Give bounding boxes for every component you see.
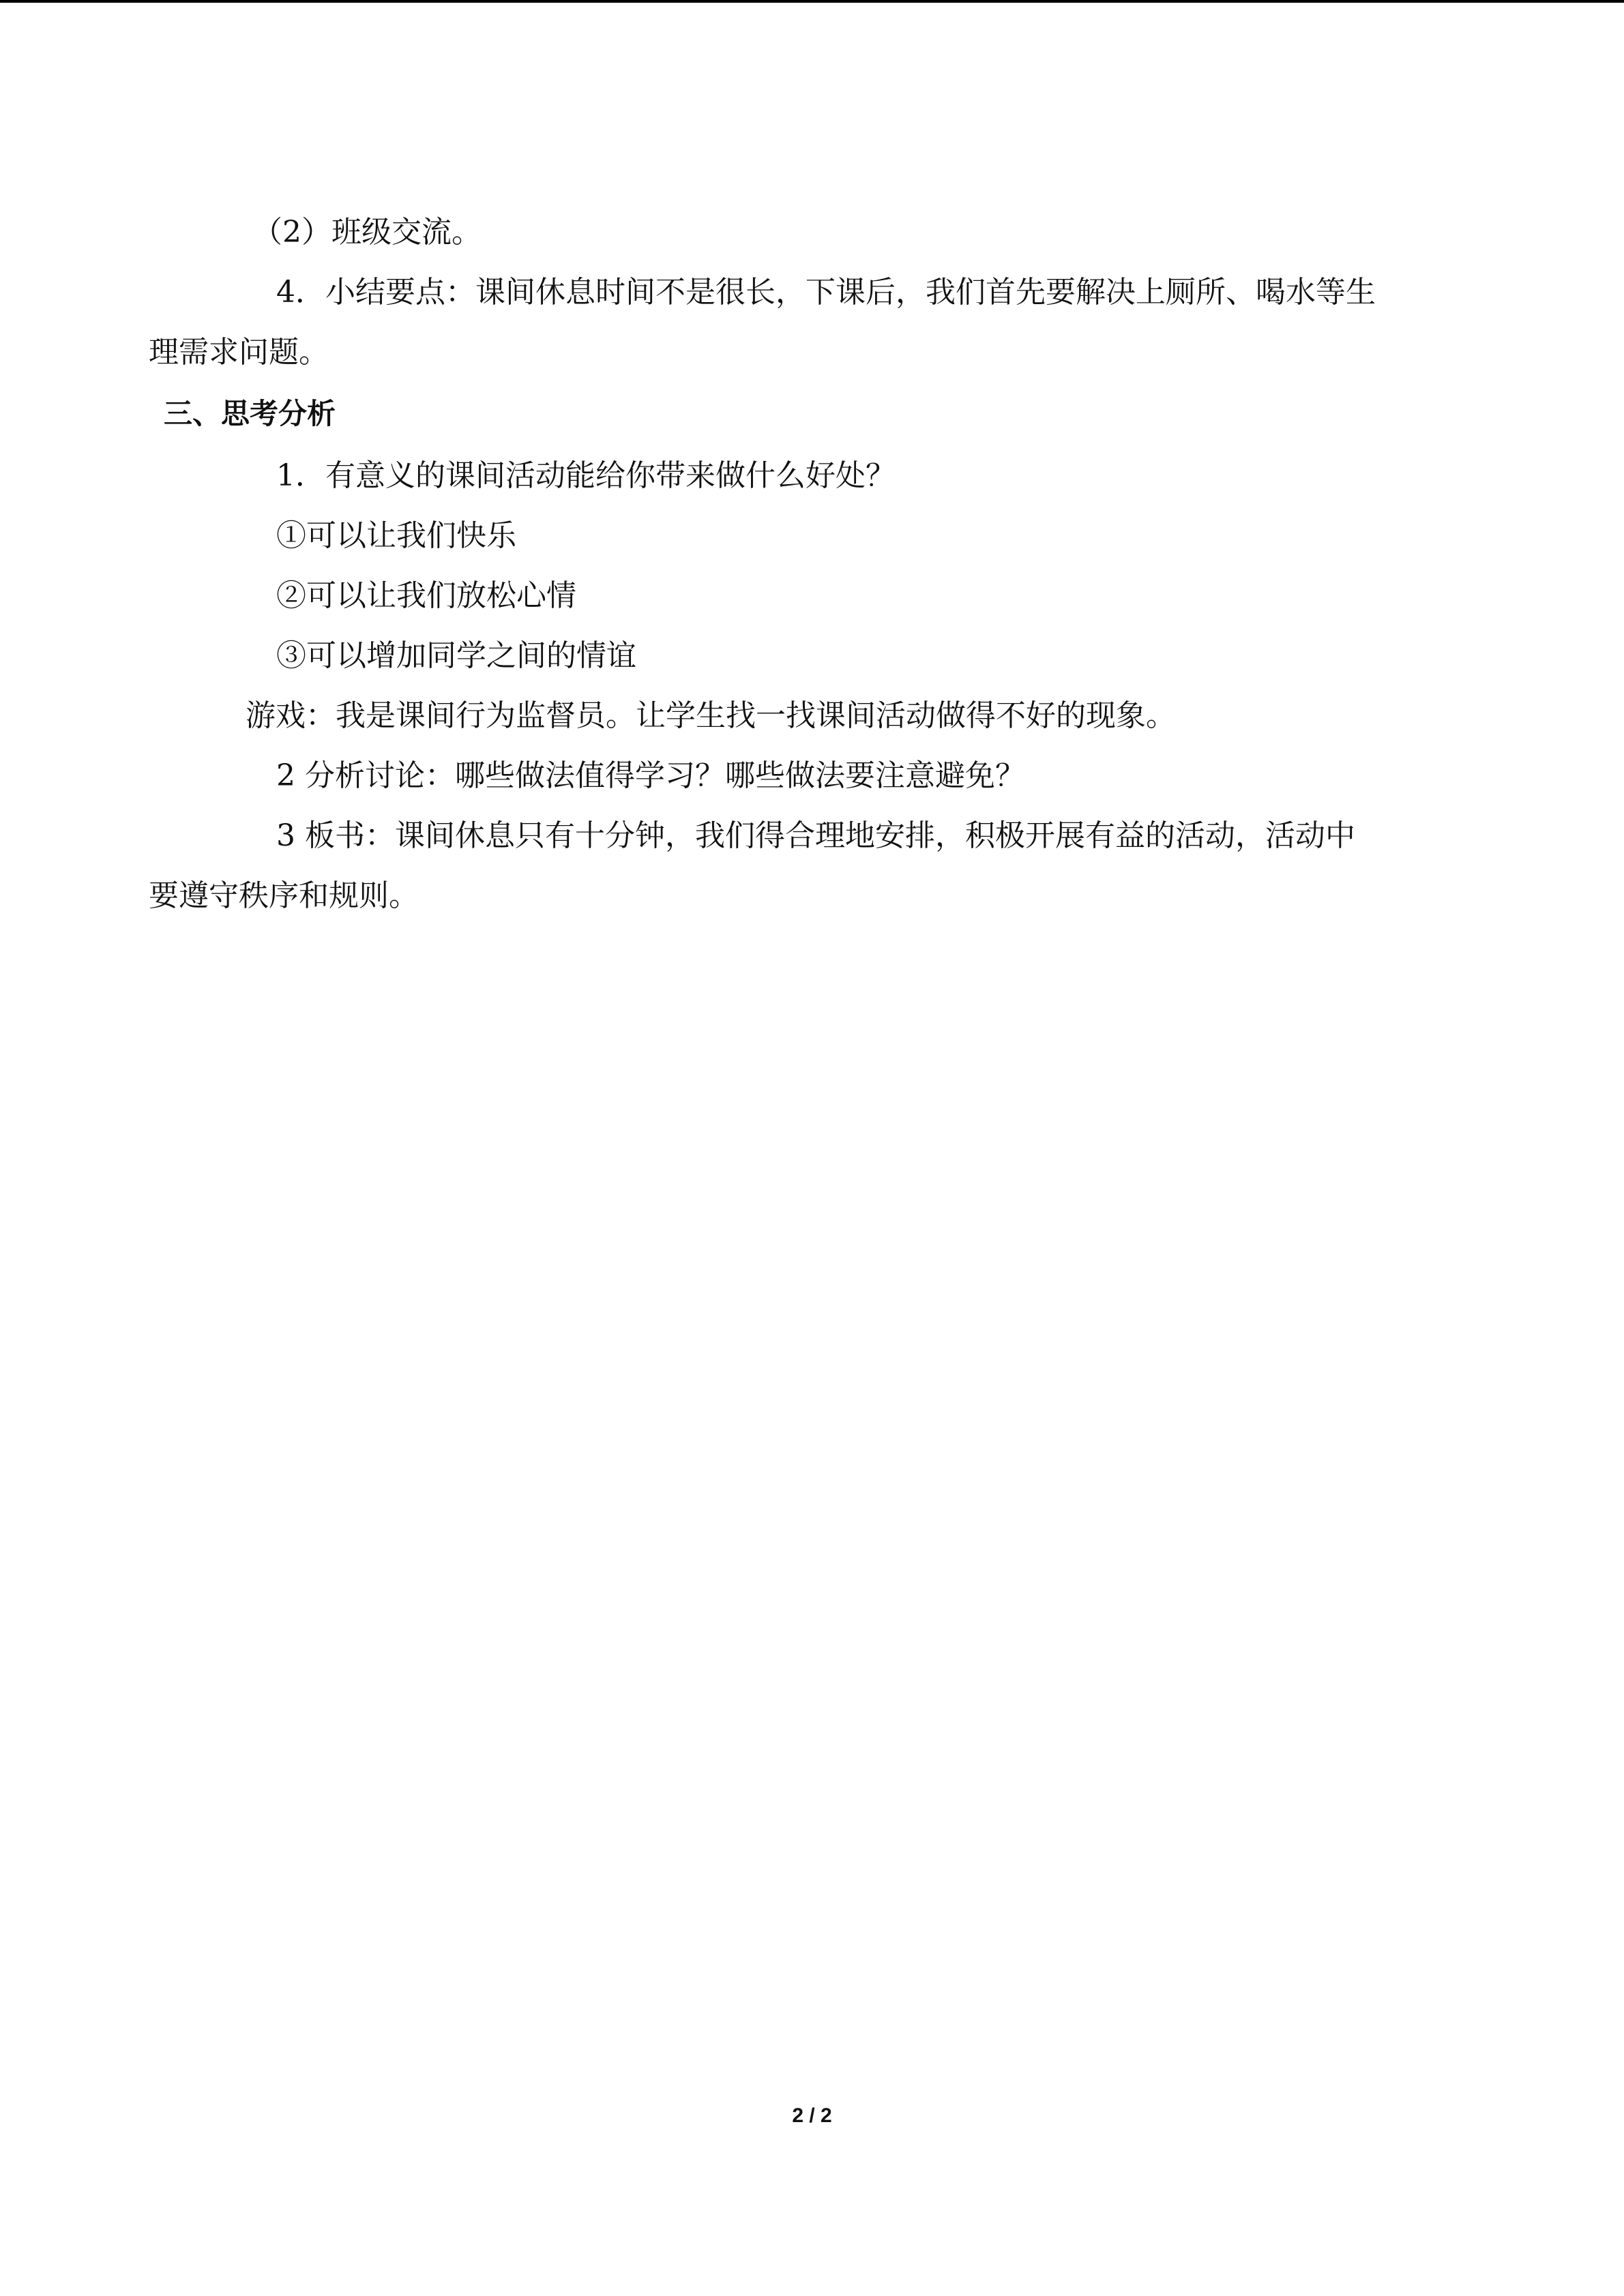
class-exchange-line: （2）班级交流。 bbox=[252, 215, 482, 250]
discussion-line: 2 分析讨论：哪些做法值得学习？哪些做法要注意避免？ bbox=[276, 758, 1025, 793]
question-1-line: 1．有意义的课间活动能给你带来做什么好处？ bbox=[276, 458, 896, 493]
summary-line-1: 4．小结要点：课间休息时间不是很长，下课后，我们首先要解决上厕所、喝水等生 bbox=[276, 275, 1376, 310]
benefit-item-2: ②可以让我们放松心情 bbox=[276, 578, 576, 613]
board-line-1: 3 板书：课间休息只有十分钟，我们得合理地安排，积极开展有益的活动，活动中 bbox=[276, 818, 1355, 853]
summary-line-2: 理需求问题。 bbox=[149, 335, 329, 370]
page-number: 2 / 2 bbox=[792, 2104, 832, 2127]
section-heading: 三、思考分析 bbox=[164, 397, 336, 430]
page-top-border bbox=[0, 0, 1624, 3]
benefit-item-3: ③可以增加同学之间的情谊 bbox=[276, 638, 636, 673]
benefit-item-1: ①可以让我们快乐 bbox=[276, 518, 516, 553]
board-line-2: 要遵守秩序和规则。 bbox=[149, 878, 419, 913]
game-line: 游戏：我是课间行为监督员。让学生找一找课间活动做得不好的现象。 bbox=[246, 698, 1176, 733]
